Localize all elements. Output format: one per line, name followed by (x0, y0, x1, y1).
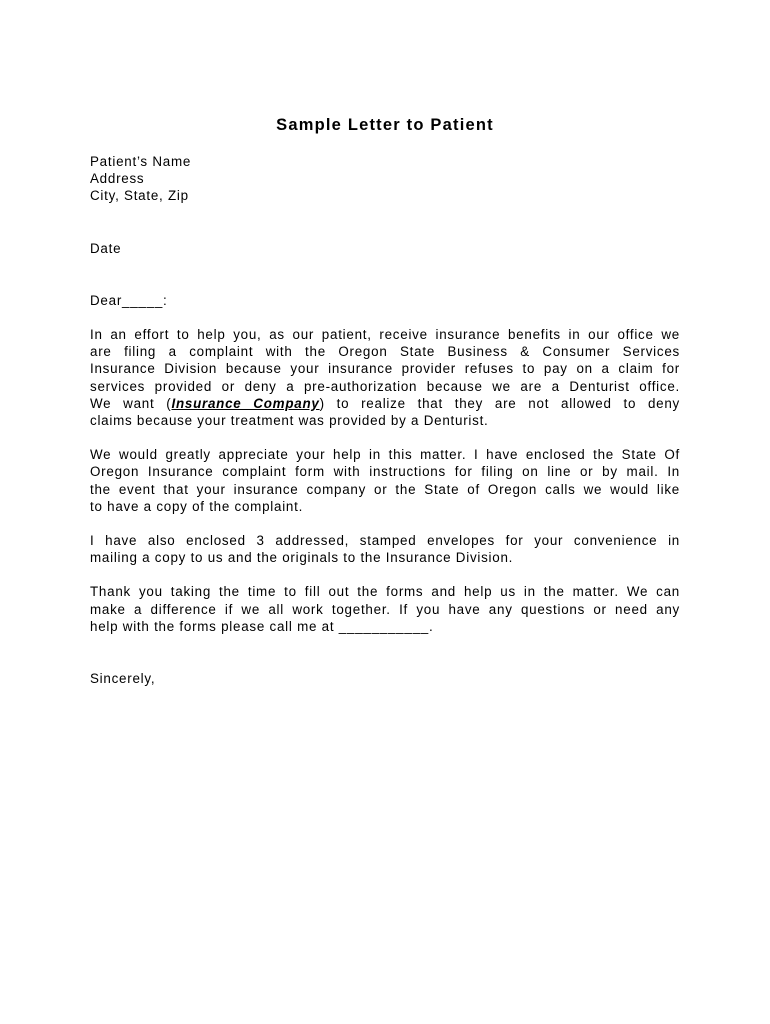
paragraph-4-line-2: make a difference if we all work together. If you have any questions or need any (90, 601, 680, 617)
paragraph-4-line-3: help with the forms please call me at ___________. (90, 618, 434, 634)
letter-title: Sample Letter to Patient (276, 116, 494, 134)
closing: Sincerely, (90, 671, 156, 687)
letter-date: Date (90, 240, 122, 256)
paragraph-4-line-1: Thank you taking the time to fill out the forms and help us in the matter. We can (90, 584, 680, 600)
letter-page (90, 116, 680, 687)
paragraph-1-line-2: are filing a complaint with the Oregon State Business & Consumer Services (90, 344, 680, 360)
paragraph-3 (90, 532, 680, 566)
paragraph-4 (90, 583, 680, 635)
insurance-company-placeholder: Insurance Company (171, 395, 320, 411)
paragraph-1-line-5-end: ) to realize that they are not allowed to deny (319, 395, 680, 411)
recipient-name: Patient’s Name (90, 154, 192, 169)
paragraph-2-line-2: Oregon Insurance complaint form with instructions for filing on line or by mail. In (90, 464, 680, 480)
paragraph-2 (90, 446, 680, 515)
paragraph-1-line-5 (90, 395, 680, 412)
paragraph-1-line-6: claims because your treatment was provided by a Denturist. (90, 413, 489, 429)
paragraph-1 (90, 326, 680, 429)
paragraph-1-line-5-start: We want ( (90, 395, 172, 411)
recipient-city-state-zip: City, State, Zip (90, 188, 189, 204)
paragraph-3-line-1: I have also enclosed 3 addressed, stamped envelopes for your convenience in (90, 533, 680, 549)
paragraph-2-line-4: to have a copy of the complaint. (90, 498, 304, 514)
recipient-block (90, 153, 680, 205)
salutation: Dear_____: (90, 292, 168, 308)
paragraph-2-line-1: We would greatly appreciate your help in this matter. I have enclosed the State Of (90, 447, 680, 463)
paragraph-1-line-4: services provided or deny a pre-authorization because we are a Denturist office. (90, 378, 680, 394)
paragraph-1-line-3: Insurance Division because your insurance provider refuses to pay on a claim for (90, 361, 680, 377)
paragraph-2-line-3: the event that your insurance company or the State of Oregon calls we would like (90, 481, 680, 497)
paragraph-1-line-1: In an effort to help you, as our patient, receive insurance benefits in our office we (90, 327, 680, 343)
recipient-address: Address (90, 171, 145, 187)
paragraph-3-line-2: mailing a copy to us and the originals to the Insurance Division. (90, 550, 514, 566)
